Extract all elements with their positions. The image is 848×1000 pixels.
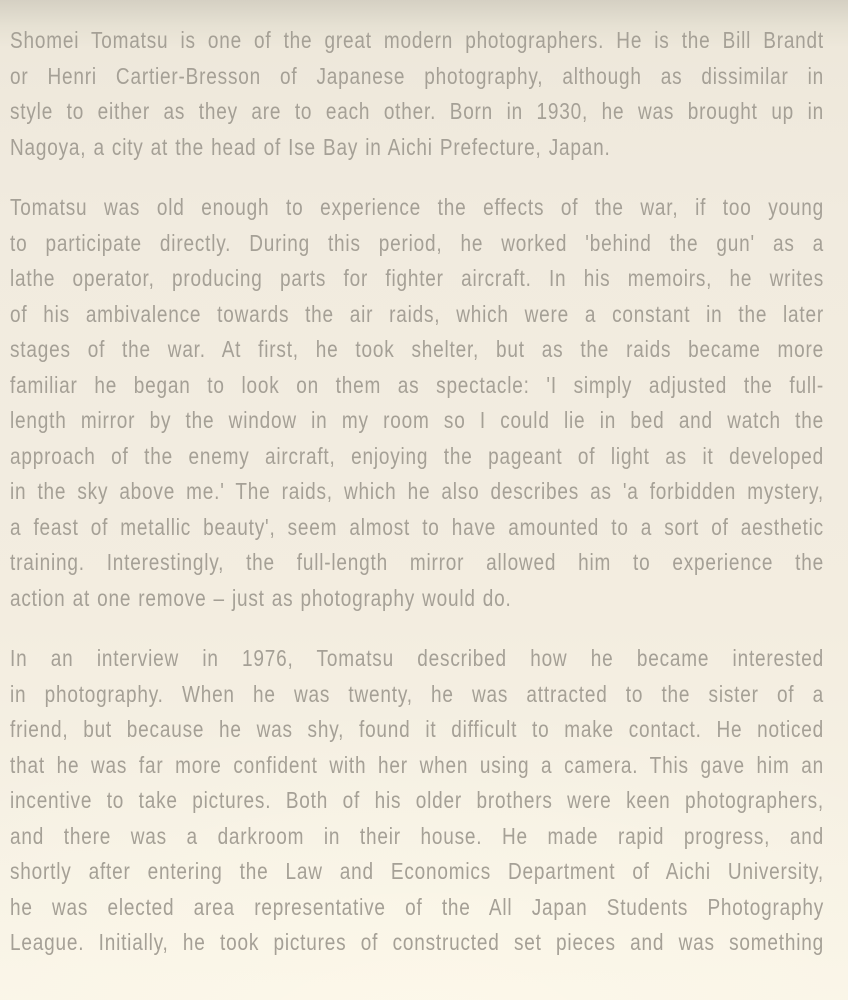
text-line: action at one remove – just as photography would do. bbox=[10, 586, 512, 612]
text-line: or Henri Cartier-Bresson of Japanese photography, although as dissimilar in bbox=[10, 64, 824, 90]
text-line: in photography. When he was twenty, he was attracted to the sister of a bbox=[10, 682, 824, 708]
text-line: friend, but because he was shy, found it difficult to make contact. He noticed bbox=[10, 717, 824, 744]
text-line: and there was a darkroom in their house. He made rapid progress, and bbox=[10, 824, 824, 850]
paragraph bbox=[10, 24, 824, 166]
text-line: lathe operator, producing parts for fighter aircraft. In his memoirs, he writes bbox=[10, 266, 824, 293]
text-line: he was elected area representative of the All Japan Students Photography bbox=[10, 895, 824, 921]
text-line: Tomatsu was old enough to experience the effects of the war, if too young bbox=[10, 195, 824, 222]
text-line: incentive to take pictures. Both of his older brothers were keen photographers, bbox=[10, 788, 824, 815]
text-line: to participate directly. During this period, he worked 'behind the gun' as a bbox=[10, 231, 824, 257]
text-line: Nagoya, a city at the head of Ise Bay in Aichi Prefecture, Japan. bbox=[10, 135, 611, 161]
text-line: style to either as they are to each other. Born in 1930, he was brought up in bbox=[10, 99, 824, 126]
text-line: stages of the war. At first, he took shelter, but as the raids became more bbox=[10, 337, 824, 364]
text-line: shortly after entering the Law and Economics Department of Aichi University, bbox=[10, 859, 824, 886]
text-line: Shomei Tomatsu is one of the great modern photographers. He is the Bill Brandt bbox=[10, 28, 824, 55]
text-line: in the sky above me.' The raids, which he also describes as 'a forbidden mystery, bbox=[10, 479, 824, 506]
text-line: training. Interestingly, the full-length mirror allowed him to experience the bbox=[10, 550, 824, 577]
paragraph bbox=[10, 191, 824, 617]
text-line: length mirror by the window in my room so I could lie in bed and watch the bbox=[10, 408, 824, 435]
text-line: League. Initially, he took pictures of constructed set pieces and was something bbox=[10, 930, 824, 957]
text-line: of his ambivalence towards the air raids, which were a constant in the later bbox=[10, 302, 824, 328]
body-text bbox=[10, 24, 824, 962]
text-line: familiar he began to look on them as spectacle: 'I simply adjusted the full- bbox=[10, 373, 824, 399]
text-line: that he was far more confident with her when using a camera. This gave him an bbox=[10, 753, 824, 779]
text-line: approach of the enemy aircraft, enjoying the pageant of light as it developed bbox=[10, 444, 824, 470]
text-line: a feast of metallic beauty', seem almost to have amounted to a sort of aesthetic bbox=[10, 515, 824, 541]
text-line: In an interview in 1976, Tomatsu described how he became interested bbox=[10, 646, 824, 673]
paragraph bbox=[10, 642, 824, 962]
